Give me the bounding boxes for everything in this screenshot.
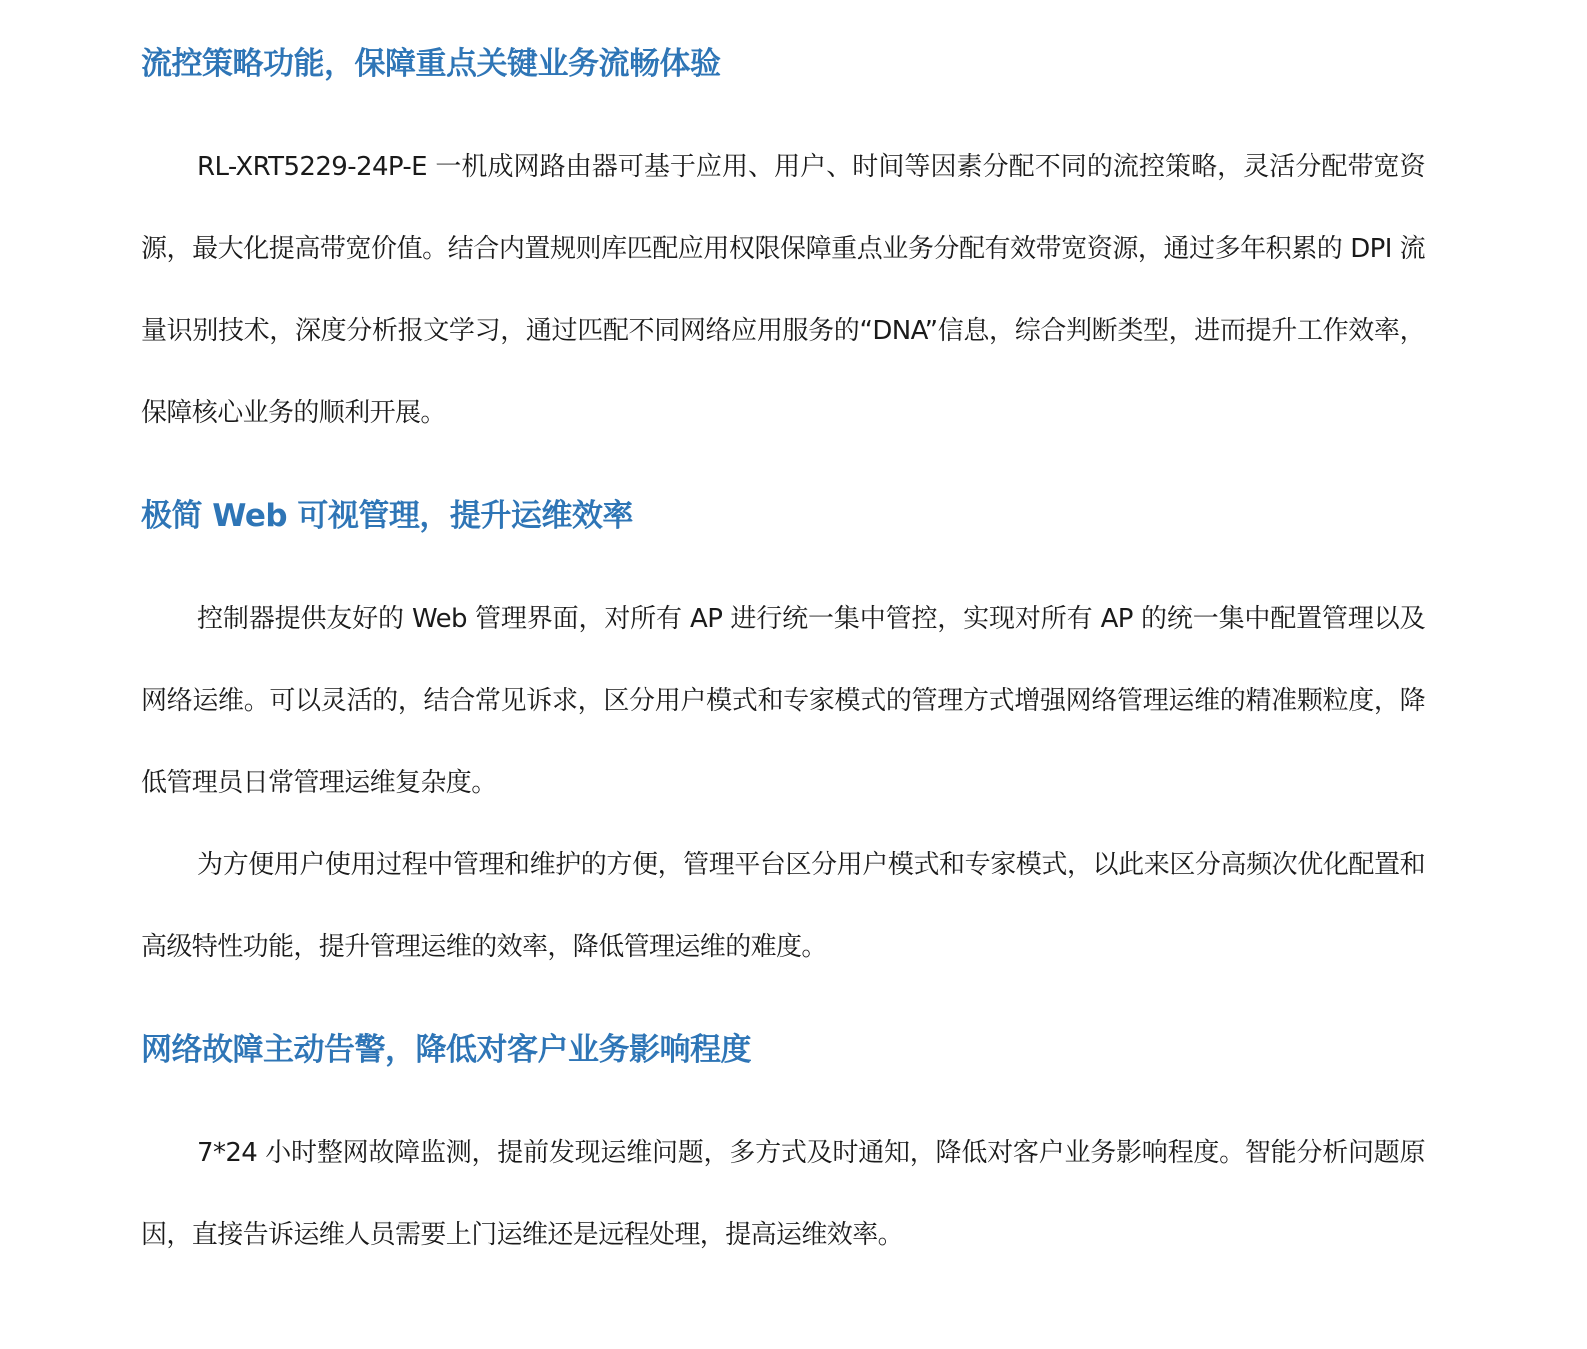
paragraph-fault-alarm: 7*24 小时整网故障监测，提前发现运维问题，多方式及时通知，降低对客户业务影响程度。智能分析问题原因，直接告诉运维人员需要上门运维还是远程处理，提高运维效率。 [141,1138,1425,1250]
paragraph-web-management-2: 为方便用户使用过程中管理和维护的方便，管理平台区分用户模式和专家模式，以此来区分高频次优化配置和高级特性功能，提升管理运维的效率，降低管理运维的难度。 [141,850,1425,962]
section-heading-traffic-control: 流控策略功能，保障重点关键业务流畅体验 [141,46,721,82]
section-heading-fault-alarm: 网络故障主动告警，降低对客户业务影响程度 [141,1032,751,1068]
section-heading-web-management: 极简 Web 可视管理，提升运维效率 [141,498,633,534]
paragraph-traffic-control: RL-XRT5229-24P-E 一机成网路由器可基于应用、用户、时间等因素分配不同的流控策略，灵活分配带宽资源，最大化提高带宽价值。结合内置规则库匹配应用权限保障重点业务分配有效带宽资源，通过多年积累的 DPI 流量识别技术，深度分析报文学习，通过匹配不同网络应用服务的“DNA”信息，综合判断类型，进而提升工作效率，保障核心业务的顺利开展。 [141,152,1425,428]
paragraph-web-management-1: 控制器提供友好的 Web 管理界面，对所有 AP 进行统一集中管控，实现对所有 AP 的统一集中配置管理以及网络运维。可以灵活的，结合常见诉求，区分用户模式和专家模式的管理方式增强网络管理运维的精准颗粒度，降低管理员日常管理运维复杂度。 [141,604,1425,798]
